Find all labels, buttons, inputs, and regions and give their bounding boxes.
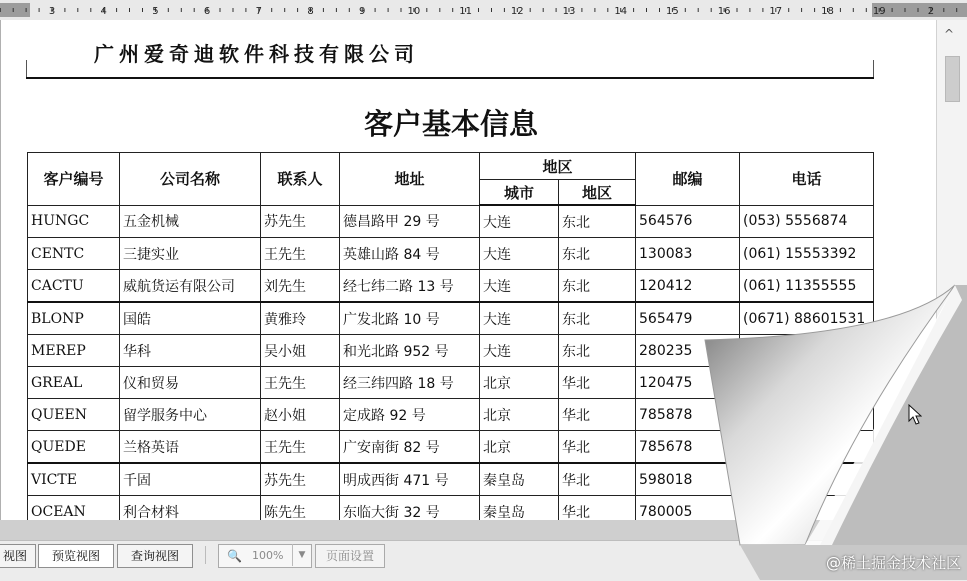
report-title: 客户基本信息 <box>363 107 538 141</box>
cell-region: 华北 <box>559 367 636 399</box>
cell-customer-id: HUNGC <box>28 205 120 238</box>
ruler-number: 19 <box>872 6 886 17</box>
cell-city: 大连 <box>480 270 559 303</box>
cell-company-name: 留学服务中心 <box>120 399 261 431</box>
header-zip: 邮编 <box>636 153 740 206</box>
cell-zip: 565479 <box>636 302 740 335</box>
cell-company-name: 五金机械 <box>120 205 261 238</box>
ruler-number: 7 <box>255 6 262 17</box>
cell-address: 广发北路 10 号 <box>340 302 480 335</box>
zoom-value: 100% <box>252 549 284 562</box>
header-region-group: 地区 <box>480 153 636 180</box>
cell-region: 华北 <box>559 496 636 521</box>
magnifier-icon: 🔍 <box>227 549 242 563</box>
cell-zip: 120475 <box>636 367 740 399</box>
cell-company-name: 三捷实业 <box>120 238 261 270</box>
cell-address: 东临大街 32 号 <box>340 496 480 521</box>
cell-address: 英雄山路 84 号 <box>340 238 480 270</box>
header-region: 地区 <box>559 180 636 206</box>
ruler-number: 17 <box>769 6 783 17</box>
cell-zip: 120412 <box>636 270 740 303</box>
ruler-number: 18 <box>821 6 834 17</box>
ruler-number: 12 <box>510 6 524 17</box>
cell-zip: 564576 <box>636 205 740 238</box>
cell-zip: 785878 <box>636 399 740 431</box>
cell-customer-id: OCEAN <box>28 496 120 521</box>
cell-address: 广安南街 82 号 <box>340 431 480 464</box>
ruler-number: 10 <box>407 6 421 17</box>
cell-customer-id: QUEEN <box>28 399 120 431</box>
cell-contact: 王先生 <box>261 367 340 399</box>
cell-company-name: 华科 <box>120 335 261 367</box>
cell-city: 大连 <box>480 205 559 238</box>
cell-phone: (0671) 88601531 <box>740 302 874 335</box>
cell-region: 东北 <box>559 270 636 303</box>
cell-zip: 780005 <box>636 496 740 521</box>
cell-company-name: 千固 <box>120 463 261 496</box>
cell-phone: (053) 5556874 <box>740 205 874 238</box>
cell-contact: 苏先生 <box>261 205 340 238</box>
cell-contact: 赵小姐 <box>261 399 340 431</box>
cell-address: 和光北路 952 号 <box>340 335 480 367</box>
chevron-up-icon[interactable]: ^ <box>944 27 955 41</box>
cell-contact: 刘先生 <box>261 270 340 303</box>
cell-contact: 王先生 <box>261 431 340 464</box>
cell-region: 华北 <box>559 463 636 496</box>
cell-city: 北京 <box>480 431 559 464</box>
ruler-number: 2 <box>927 6 935 17</box>
ruler-number: 5 <box>152 6 159 17</box>
cell-customer-id: CACTU <box>28 270 120 303</box>
header-city: 城市 <box>480 180 559 206</box>
cell-region: 东北 <box>559 238 636 270</box>
cell-city: 大连 <box>480 335 559 367</box>
company-name: 广州爱奇迪软件科技有限公司 <box>94 42 419 66</box>
cell-contact: 黄雅玲 <box>261 302 340 335</box>
chevron-down-icon[interactable]: ▼ <box>292 544 311 566</box>
page-setup-button[interactable]: 页面设置 <box>315 544 385 568</box>
header-company-name: 公司名称 <box>120 153 261 206</box>
header-phone: 电话 <box>740 153 874 206</box>
cell-city: 秦皇岛 <box>480 463 559 496</box>
ruler-number: 14 <box>614 6 628 17</box>
cell-city: 北京 <box>480 399 559 431</box>
cell-customer-id: BLONP <box>28 302 120 335</box>
mouse-pointer-icon <box>908 404 922 426</box>
cell-region: 华北 <box>559 431 636 464</box>
cell-contact: 苏先生 <box>261 463 340 496</box>
cell-zip: 130083 <box>636 238 740 270</box>
cell-zip: 598018 <box>636 463 740 496</box>
ruler-number: 6 <box>203 6 211 17</box>
cell-address: 定成路 92 号 <box>340 399 480 431</box>
ruler-number: 3 <box>48 6 56 17</box>
ruler-number: 11 <box>459 6 472 17</box>
ruler-number: 9 <box>359 6 366 17</box>
header-address: 地址 <box>340 153 480 206</box>
cell-region: 华北 <box>559 399 636 431</box>
cell-customer-id: CENTC <box>28 238 120 270</box>
cell-contact: 陈先生 <box>261 496 340 521</box>
cell-zip: 785678 <box>636 431 740 464</box>
tab-design-view[interactable]: 视图 <box>0 544 36 568</box>
ruler-number: 15 <box>666 6 679 17</box>
cell-company-name: 仪和贸易 <box>120 367 261 399</box>
cell-address: 经三纬四路 18 号 <box>340 367 480 399</box>
cell-contact: 王先生 <box>261 238 340 270</box>
cell-phone: (061) 11355555 <box>740 270 874 303</box>
cell-address: 明成西街 471 号 <box>340 463 480 496</box>
cell-city: 大连 <box>480 238 559 270</box>
cell-address: 经七纬二路 13 号 <box>340 270 480 303</box>
cell-city: 北京 <box>480 367 559 399</box>
header-contact: 联系人 <box>261 153 340 206</box>
cell-customer-id: GREAL <box>28 367 120 399</box>
cell-region: 东北 <box>559 205 636 238</box>
cell-city: 秦皇岛 <box>480 496 559 521</box>
cell-zip: 280235 <box>636 335 740 367</box>
cell-customer-id: MEREP <box>28 335 120 367</box>
cell-region: 东北 <box>559 302 636 335</box>
cell-contact: 吴小姐 <box>261 335 340 367</box>
ruler-number: 4 <box>100 6 107 17</box>
cell-address: 德昌路甲 29 号 <box>340 205 480 238</box>
ruler-number: 13 <box>562 6 576 17</box>
header-customer-id: 客户编号 <box>28 153 120 206</box>
cell-company-name: 利合材料 <box>120 496 261 521</box>
tab-preview-view[interactable]: 预览视图 <box>38 544 114 568</box>
cell-company-name: 威航货运有限公司 <box>120 270 261 303</box>
cell-customer-id: QUEDE <box>28 431 120 464</box>
cell-customer-id: VICTE <box>28 463 120 496</box>
cell-company-name: 国皓 <box>120 302 261 335</box>
tab-query-view[interactable]: 查询视图 <box>117 544 193 568</box>
ruler-number: 8 <box>307 6 314 17</box>
ruler-number: 16 <box>717 6 731 17</box>
cell-company-name: 兰格英语 <box>120 431 261 464</box>
cell-city: 大连 <box>480 302 559 335</box>
cell-region: 东北 <box>559 335 636 367</box>
watermark-text: @稀土掘金技术社区 <box>825 554 961 572</box>
cell-phone: (061) 15553392 <box>740 238 874 270</box>
